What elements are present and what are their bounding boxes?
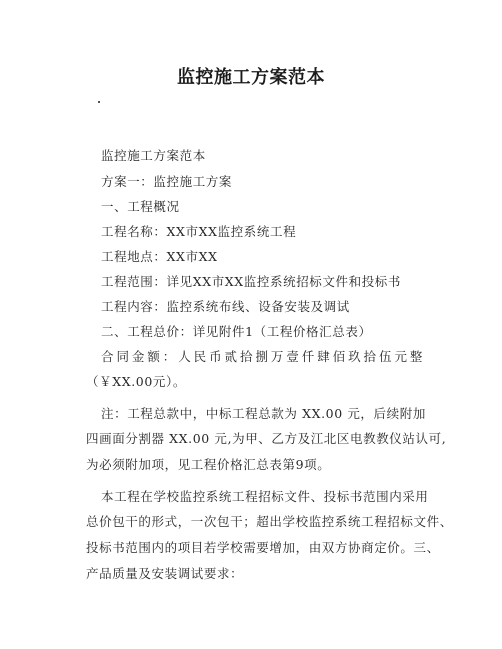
body-line-10: （￥XX.00元）。: [86, 374, 186, 389]
body-line-13: 为必须附加项，见工程价格汇总表第9项。: [86, 457, 331, 472]
body-line-15: 总价包干的形式，一次包干；超出学校监控系统工程招标文件、: [86, 514, 453, 529]
body-line-3: 一、工程概况: [101, 199, 180, 214]
body-line-14: 本工程在学校监控系统工程招标文件、投标书范围内采用: [101, 489, 429, 504]
body-line-12: 四画面分割器 XX.00 元,为甲、乙方及江北区电教教仪站认可,: [86, 431, 447, 446]
body-line-8: 二、工程总价：详见附件1（工程价格汇总表）: [101, 324, 372, 339]
body-line-4: 工程名称：XX市XX监控系统工程: [101, 224, 297, 239]
body-line-6: 工程范围：详见XX市XX监控系统招标文件和投标书: [101, 274, 401, 289]
body-line-1: 监控施工方案范本: [101, 148, 206, 163]
body-line-9: 合同金额：人民币贰拾捌万壹仟肆佰玖拾伍元整: [101, 349, 423, 364]
body-line-16: 投标书范围内的项目若学校需要增加，由双方协商定价。三、: [86, 540, 440, 555]
body-line-17: 产品质量及安装调试要求：: [86, 566, 244, 581]
document-title: 监控施工方案范本: [177, 67, 325, 88]
body-line-11: 注：工程总款中，中标工程总款为 XX.00 元，后续附加: [101, 406, 426, 421]
body-line-2: 方案一：监控施工方案: [101, 174, 233, 189]
page-mark: [98, 101, 100, 103]
body-line-7: 工程内容：监控系统布线、设备安装及调试: [101, 299, 350, 314]
body-line-5: 工程地点：XX市XX: [101, 249, 218, 264]
